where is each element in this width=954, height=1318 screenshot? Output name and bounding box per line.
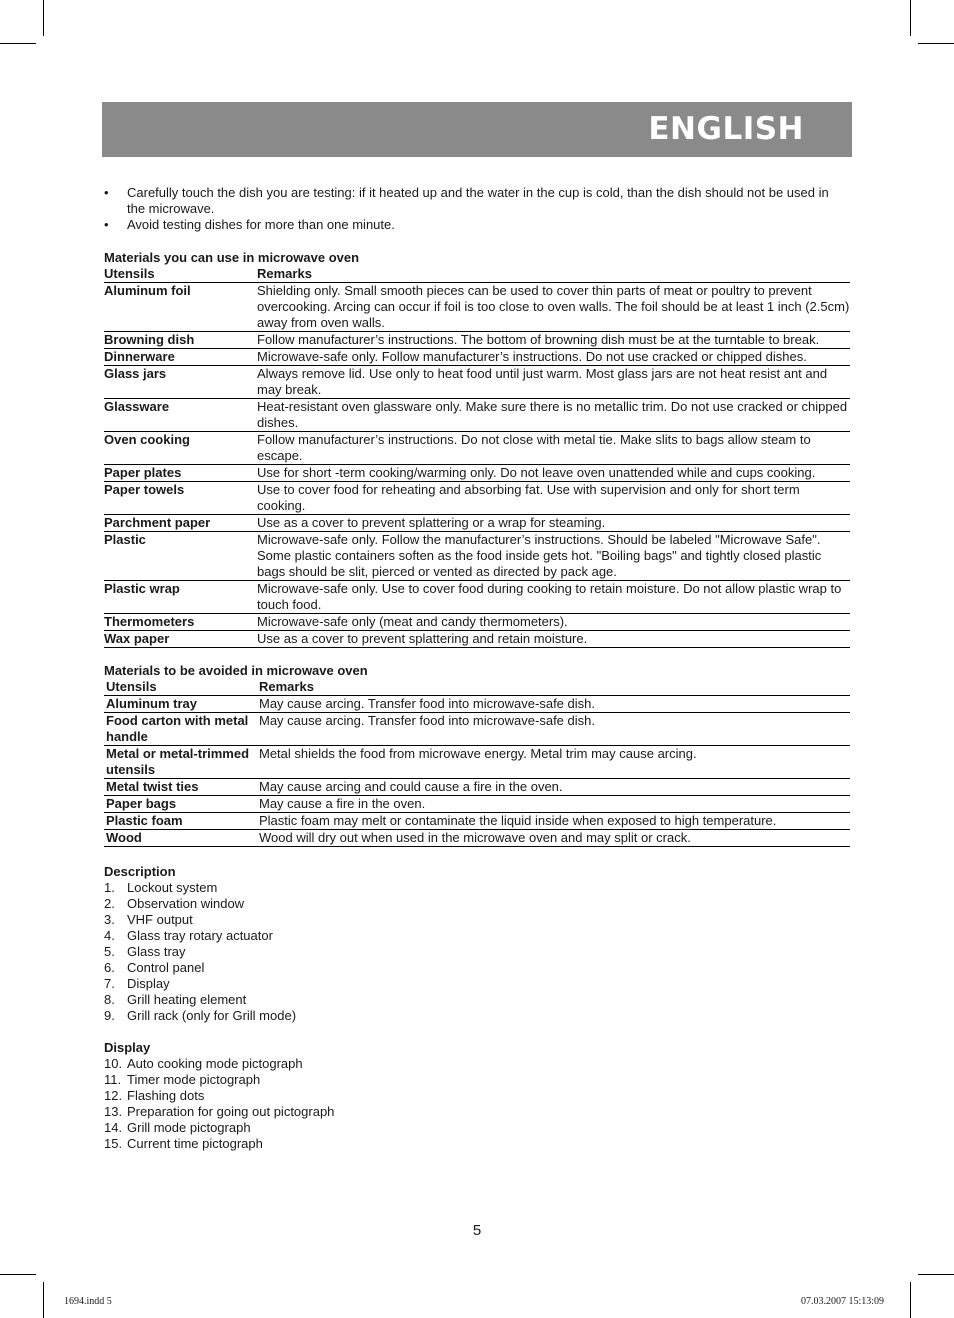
remark-cell: Microwave-safe only. Follow the manufacturer’s instructions. Should be labeled "Microwave Safe". Some plastic containers soften as the food inside gets hot. "Boiling bags" and tightly closed plastic bags should be slit, pierced or vented as directed by pack age. xyxy=(257,532,822,579)
table-row xyxy=(104,532,850,581)
utensil-cell: Wood xyxy=(106,830,142,845)
list-item xyxy=(104,1104,850,1120)
list-item-label: Flashing dots xyxy=(127,1088,205,1103)
table-row xyxy=(104,349,850,366)
utensil-cell: Thermometers xyxy=(104,614,195,629)
remark-cell: Use for short -term cooking/warming only. Do not leave oven unattended while and cups cooking. xyxy=(257,465,816,480)
list-item-label: Grill rack (only for Grill mode) xyxy=(127,1008,297,1023)
utensil-cell: Plastic xyxy=(104,532,146,547)
crop-mark xyxy=(918,43,954,44)
utensil-cell: Plastic wrap xyxy=(104,581,180,596)
remark-cell: Heat-resistant oven glassware only. Make sure there is no metallic trim. Do not use cracked or chipped dishes. xyxy=(257,399,848,430)
table-row xyxy=(104,432,850,465)
table-header-cell: Remarks xyxy=(257,266,312,281)
utensil-cell: Wax paper xyxy=(104,631,170,646)
list-item xyxy=(104,1088,850,1104)
table-row xyxy=(104,631,850,648)
table-row xyxy=(104,796,850,813)
list-item-number: 5. xyxy=(104,944,115,959)
utensil-cell: Dinnerware xyxy=(104,349,175,364)
table-row xyxy=(104,614,850,631)
crop-mark xyxy=(43,1282,44,1318)
crop-mark xyxy=(0,1274,36,1275)
remark-cell: Always remove lid. Use only to heat food until just warm. Most glass jars are not heat resist ant and may break. xyxy=(257,366,828,397)
utensil-cell: Glass jars xyxy=(104,366,167,381)
list-item xyxy=(104,896,850,912)
table-header-row xyxy=(104,266,850,283)
list-item-number: 1. xyxy=(104,880,115,895)
list-item-label: Current time pictograph xyxy=(127,1136,263,1151)
language-banner xyxy=(102,102,852,157)
list-item-number: 4. xyxy=(104,928,115,943)
file-slug: 1694.indd 5 xyxy=(64,1296,112,1307)
table-row xyxy=(104,465,850,482)
list-item xyxy=(104,1120,850,1136)
utensil-cell: Paper towels xyxy=(104,482,185,497)
remark-cell: Microwave-safe only. Use to cover food during cooking to retain moisture. Do not allow plastic wrap to touch food. xyxy=(257,581,842,612)
remark-cell: Use to cover food for reheating and absorbing fat. Use with supervision and only for short term cooking. xyxy=(257,482,800,513)
remark-cell: Plastic foam may melt or contaminate the liquid inside when exposed to high temperature. xyxy=(259,813,777,828)
list-item-label: Timer mode pictograph xyxy=(127,1072,261,1087)
list-item-number: 8. xyxy=(104,992,115,1007)
utensil-cell: Glassware xyxy=(104,399,170,414)
table-header-cell: Utensils xyxy=(106,679,157,694)
table-row xyxy=(104,515,850,532)
description-list xyxy=(104,880,850,1024)
list-item-label: Glass tray xyxy=(127,944,186,959)
remark-cell: Follow manufacturer’s instructions. Do not close with metal tie. Make slits to bags allow steam to escape. xyxy=(257,432,811,463)
list-item xyxy=(104,960,850,976)
table-row xyxy=(104,713,850,746)
list-item xyxy=(104,1072,850,1088)
list-item-number: 6. xyxy=(104,960,115,975)
print-timestamp: 07.03.2007 15:13:09 xyxy=(800,1296,884,1307)
utensil-cell: Aluminum foil xyxy=(104,283,191,298)
remark-cell: Microwave-safe only. Follow manufacturer’s instructions. Do not use cracked or chipped dishes. xyxy=(257,349,807,364)
list-item-label: Glass tray rotary actuator xyxy=(127,928,273,943)
bullet-dot: • xyxy=(104,217,109,232)
list-item-number: 15. xyxy=(104,1136,123,1151)
utensil-cell: Parchment paper xyxy=(104,515,211,530)
list-item xyxy=(104,1008,850,1024)
bullet-dot: • xyxy=(104,185,109,200)
table-row xyxy=(104,581,850,614)
crop-mark xyxy=(43,0,44,36)
table-header-cell: Utensils xyxy=(104,266,155,281)
list-item-number: 12. xyxy=(104,1088,123,1103)
remark-cell: May cause a fire in the oven. xyxy=(259,796,426,811)
list-item-number: 14. xyxy=(104,1120,123,1135)
table-row xyxy=(104,482,850,515)
list-item xyxy=(104,944,850,960)
utensil-cell: Metal twist ties xyxy=(106,779,199,794)
bullet-text: Avoid testing dishes for more than one minute. xyxy=(127,217,395,232)
utensil-cell: Paper bags xyxy=(106,796,177,811)
remark-cell: Wood will dry out when used in the microwave oven and may split or crack. xyxy=(259,830,691,845)
list-item xyxy=(104,1056,850,1072)
table-row xyxy=(104,696,850,713)
page-content xyxy=(104,185,850,1152)
list-item-number: 2. xyxy=(104,896,115,911)
list-item xyxy=(104,928,850,944)
crop-mark xyxy=(0,43,36,44)
table-row xyxy=(104,332,850,349)
list-item-label: Display xyxy=(127,976,170,991)
utensil-cell: Plastic foam xyxy=(106,813,183,828)
banner-title: ENGLISH xyxy=(648,111,804,147)
list-item xyxy=(104,976,850,992)
bullet-item xyxy=(104,217,850,233)
table-row xyxy=(104,813,850,830)
bullet-item xyxy=(104,185,850,217)
remark-cell: Use as a cover to prevent splattering or a wrap for steaming. xyxy=(257,515,606,530)
remark-cell: Use as a cover to prevent splattering and retain moisture. xyxy=(257,631,588,646)
table-header-cell: Remarks xyxy=(259,679,314,694)
use-materials-table xyxy=(104,266,850,648)
page-number: 5 xyxy=(472,1222,482,1239)
list-item-label: VHF output xyxy=(127,912,193,927)
bullet-text: Carefully touch the dish you are testing: if it heated up and the water in the cup is cold, than the dish should not be used in the microwave. xyxy=(127,185,829,216)
list-item-label: Grill mode pictograph xyxy=(127,1120,251,1135)
utensil-cell: Food carton with metal handle xyxy=(106,713,249,744)
table-row xyxy=(104,830,850,847)
remark-cell: Microwave-safe only (meat and candy thermometers). xyxy=(257,614,568,629)
list-item xyxy=(104,992,850,1008)
display-list xyxy=(104,1056,850,1152)
crop-mark xyxy=(918,1274,954,1275)
table-row xyxy=(104,399,850,432)
list-item-number: 13. xyxy=(104,1104,123,1119)
utensil-cell: Paper plates xyxy=(104,465,182,480)
avoid-materials-table xyxy=(104,679,850,847)
remark-cell: May cause arcing and could cause a fire in the oven. xyxy=(259,779,563,794)
list-item-label: Preparation for going out pictograph xyxy=(127,1104,335,1119)
list-item-label: Auto cooking mode pictograph xyxy=(127,1056,303,1071)
list-item-label: Grill heating element xyxy=(127,992,247,1007)
table-row xyxy=(104,283,850,332)
remark-cell: Shielding only. Small smooth pieces can be used to cover thin parts of meat or poultry to prevent overcooking. Arcing can occur if foil is too close to oven walls. The foil should be at least 1 inch (2.5cm) away from oven walls. xyxy=(257,283,850,330)
crop-mark xyxy=(910,1282,911,1318)
list-item-label: Observation window xyxy=(127,896,245,911)
table-row xyxy=(104,779,850,796)
crop-mark xyxy=(910,0,911,36)
list-item-number: 3. xyxy=(104,912,115,927)
list-item xyxy=(104,880,850,896)
list-item xyxy=(104,1136,850,1152)
bullet-list xyxy=(104,185,850,233)
list-item-number: 9. xyxy=(104,1008,115,1023)
list-item xyxy=(104,912,850,928)
avoid-table-title: Materials to be avoided in microwave oven xyxy=(104,663,368,678)
remark-cell: May cause arcing. Transfer food into microwave-safe dish. xyxy=(259,696,595,711)
remark-cell: May cause arcing. Transfer food into microwave-safe dish. xyxy=(259,713,595,728)
display-title: Display xyxy=(104,1040,151,1055)
table-row xyxy=(104,746,850,779)
remark-cell: Follow manufacturer’s instructions. The bottom of browning dish must be at the turntable to break. xyxy=(257,332,820,347)
utensil-cell: Aluminum tray xyxy=(106,696,198,711)
utensil-cell: Browning dish xyxy=(104,332,195,347)
use-table-title: Materials you can use in microwave oven xyxy=(104,250,360,265)
list-item-number: 7. xyxy=(104,976,115,991)
list-item-label: Lockout system xyxy=(127,880,218,895)
table-row xyxy=(104,366,850,399)
list-item-number: 11. xyxy=(104,1072,122,1087)
list-item-label: Control panel xyxy=(127,960,205,975)
utensil-cell: Metal or metal-trimmed utensils xyxy=(106,746,250,777)
description-title: Description xyxy=(104,864,176,879)
utensil-cell: Oven cooking xyxy=(104,432,190,447)
remark-cell: Metal shields the food from microwave energy. Metal trim may cause arcing. xyxy=(259,746,697,761)
list-item-number: 10. xyxy=(104,1056,123,1071)
table-header-row xyxy=(104,679,850,696)
